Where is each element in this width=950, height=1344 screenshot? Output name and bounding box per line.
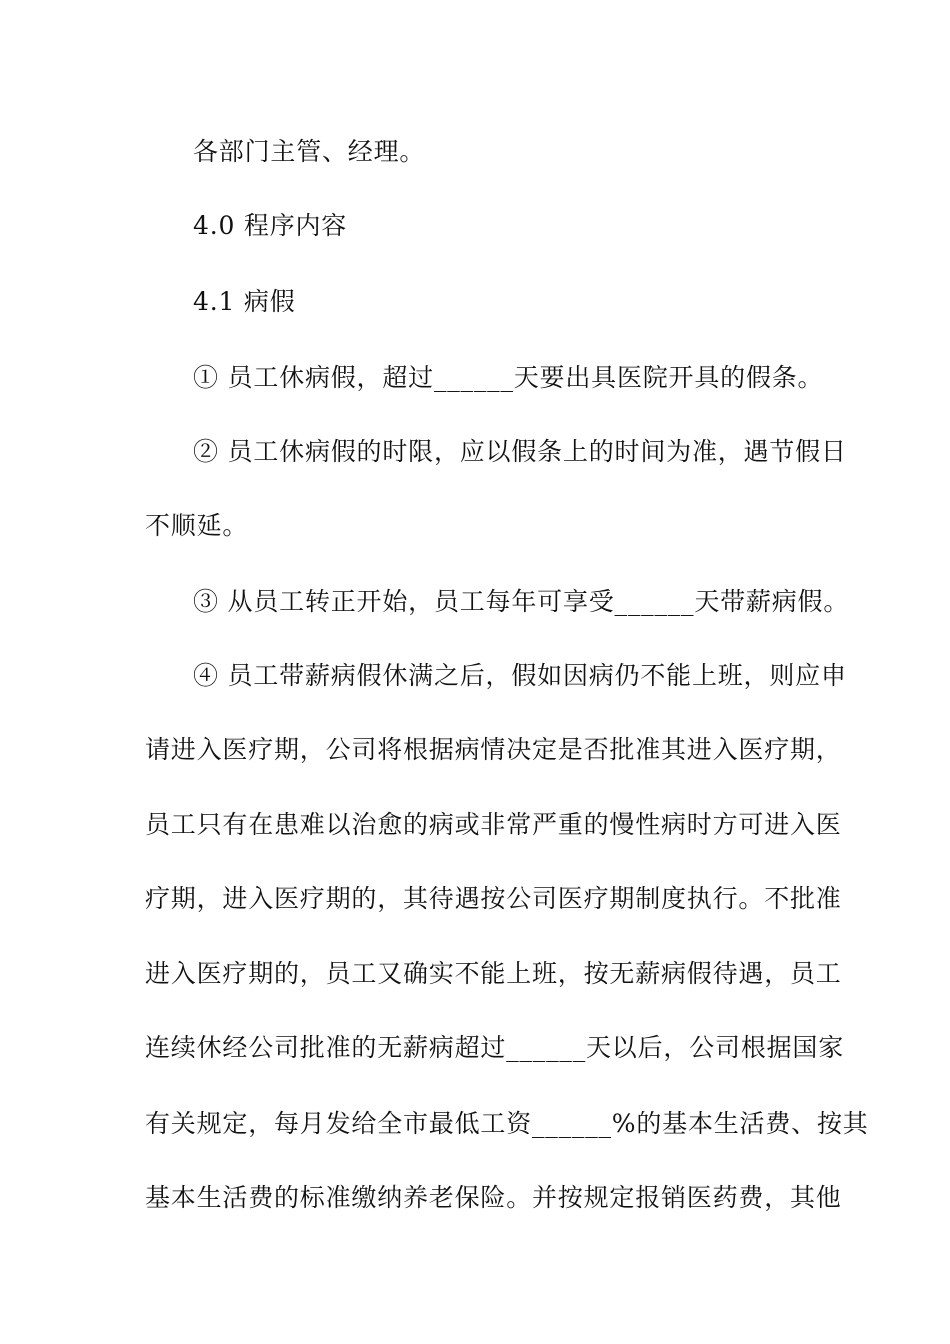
paragraph-item-4-line-8: 基本生活费的标准缴纳养老保险。并按规定报销医药费，其他: [145, 1183, 842, 1212]
subsection-heading-sick-leave: 4.1 病假: [193, 287, 296, 316]
paragraph-item-3: ③ 从员工转正开始，员工每年可享受______天带薪病假。: [193, 587, 850, 616]
paragraph-item-1: ① 员工休病假，超过______天要出具医院开具的假条。: [193, 363, 824, 392]
paragraph-item-4-line-2: 请进入医疗期，公司将根据病情决定是否批准其进入医疗期，: [145, 735, 842, 764]
text-line-scope: 各部门主管、经理。: [193, 137, 426, 166]
paragraph-item-4-line-3: 员工只有在患难以治愈的病或非常严重的慢性病时方可进入医: [145, 810, 842, 839]
paragraph-item-4-line-1: ④ 员工带薪病假休满之后，假如因病仍不能上班，则应申: [193, 661, 847, 690]
paragraph-item-4-line-5: 进入医疗期的，员工又确实不能上班，按无薪病假待遇，员工: [145, 959, 842, 988]
paragraph-item-2-line-1: ② 员工休病假的时限，应以假条上的时间为准，遇节假日: [193, 437, 847, 466]
paragraph-item-4-line-4: 疗期，进入医疗期的，其待遇按公司医疗期制度执行。不批准: [145, 884, 842, 913]
paragraph-item-2-line-2: 不顺延。: [145, 511, 249, 540]
paragraph-item-4-line-6: 连续休经公司批准的无薪病超过______天以后，公司根据国家: [145, 1033, 845, 1062]
paragraph-item-4-line-7: 有关规定，每月发给全市最低工资______%的基本生活费、按其: [145, 1109, 869, 1138]
section-heading-procedure: 4.0 程序内容: [193, 211, 348, 240]
